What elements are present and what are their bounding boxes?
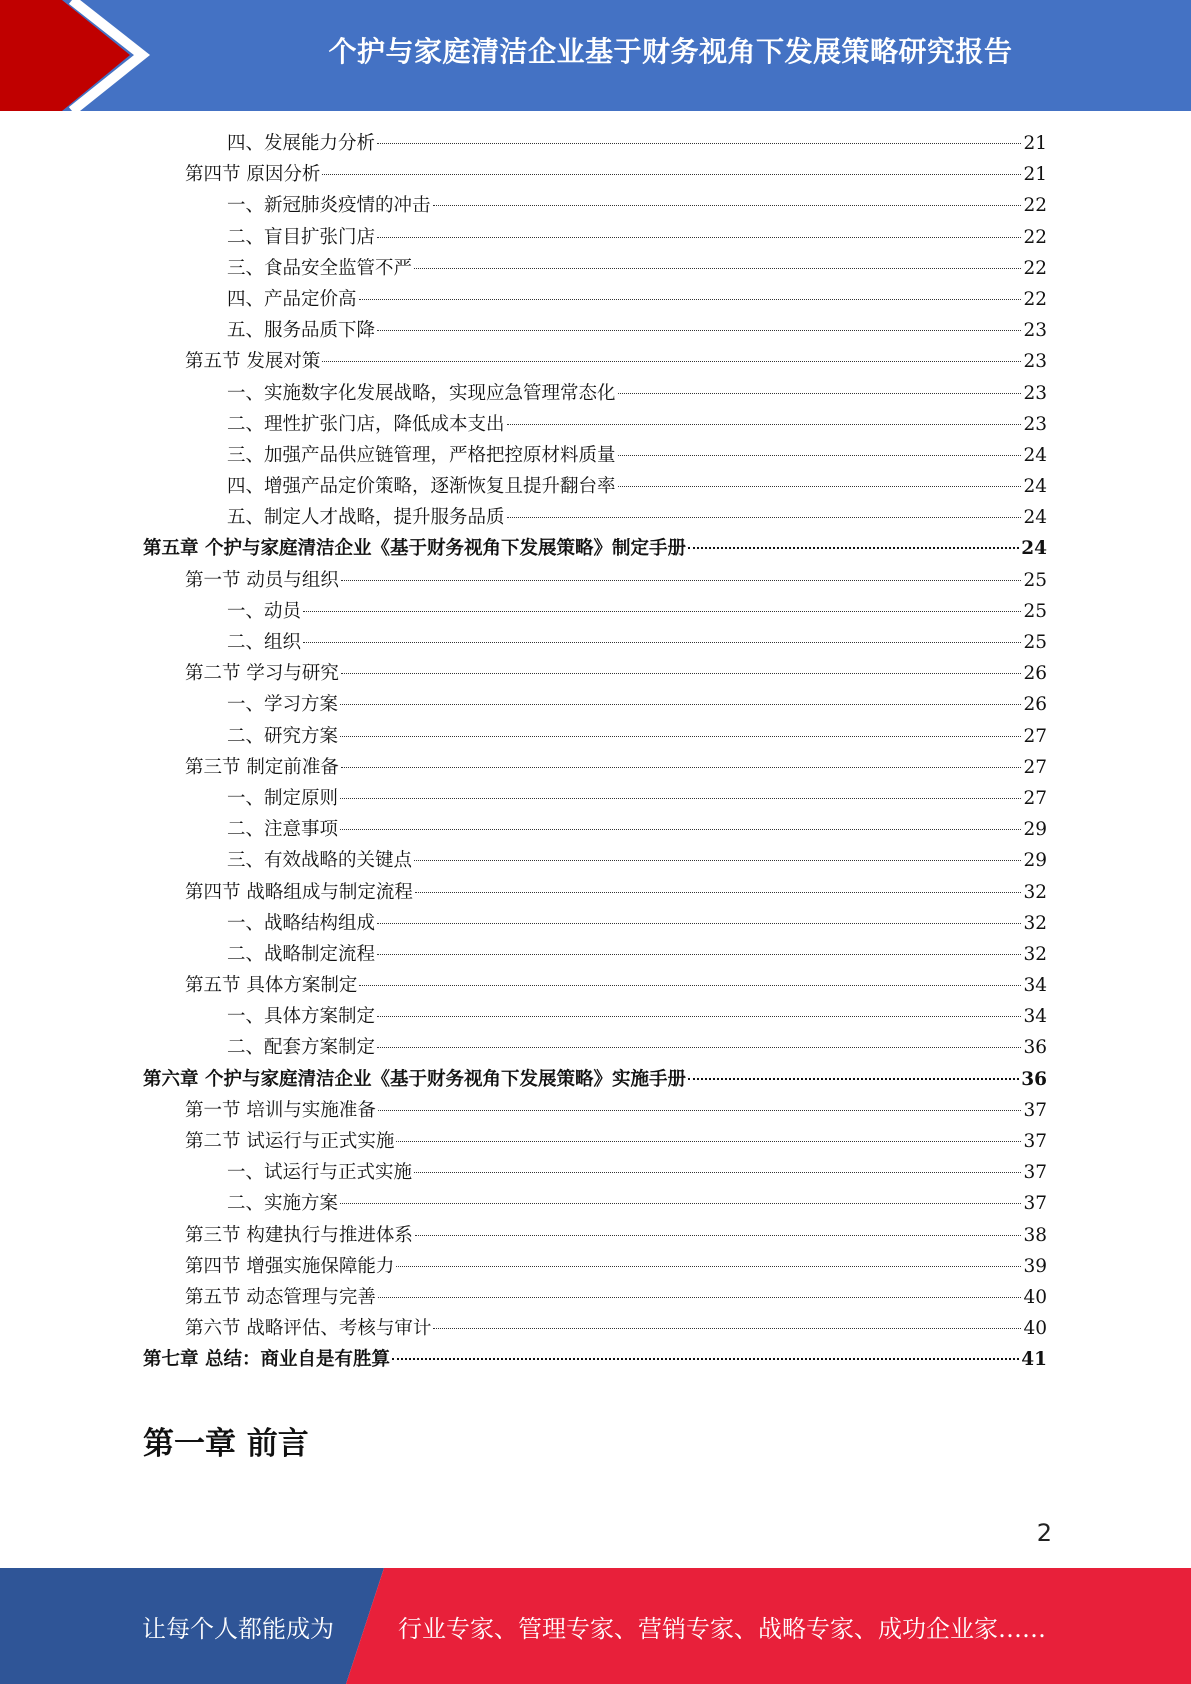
toc-entry-title: 第一节 动员与组织: [185, 569, 339, 591]
toc-entry-title: 第五章 个护与家庭清洁企业《基于财务视角下发展策略》制定手册: [143, 538, 686, 560]
toc-entry[interactable]: [143, 752, 1047, 783]
toc-dot-leader: [378, 1110, 1022, 1111]
toc-entry-title: 第四节 增强实施保障能力: [185, 1255, 395, 1277]
toc-entry-page: 29: [1023, 850, 1047, 872]
toc-entry[interactable]: [143, 471, 1047, 502]
toc-entry-page: 25: [1023, 569, 1047, 591]
toc-entry-page: 21: [1023, 164, 1047, 186]
toc-dot-leader: [377, 237, 1021, 238]
toc-entry-title: 一、战略结构组成: [227, 912, 376, 934]
toc-dot-leader: [340, 704, 1021, 705]
toc-entry-page: 40: [1023, 1318, 1047, 1340]
toc-dot-leader: [377, 1016, 1021, 1017]
toc-entry[interactable]: [143, 1157, 1047, 1188]
toc-entry-page: 26: [1023, 694, 1047, 716]
toc-dot-leader: [377, 1047, 1021, 1048]
toc-dot-leader: [377, 143, 1021, 144]
toc-entry-page: 29: [1023, 819, 1047, 841]
toc-entry-title: 一、试运行与正式实施: [227, 1162, 413, 1184]
toc-entry-page: 24: [1023, 444, 1047, 466]
toc-entry-title: 一、制定原则: [227, 787, 339, 809]
toc-entry[interactable]: [143, 658, 1047, 689]
toc-entry-page: 32: [1023, 943, 1047, 965]
toc-dot-leader: [414, 1172, 1021, 1173]
toc-entry[interactable]: [143, 565, 1047, 596]
toc-entry[interactable]: [143, 877, 1047, 908]
page-header: [0, 0, 1191, 111]
toc-dot-leader: [433, 1328, 1021, 1329]
toc-entry-page: 34: [1023, 1006, 1047, 1028]
toc-dot-leader: [688, 547, 1019, 549]
toc-entry-title: 第四节 原因分析: [185, 164, 321, 186]
toc-dot-leader: [507, 517, 1022, 518]
chapter-heading: 第一章 前言: [143, 1426, 309, 1462]
toc-dot-leader: [341, 580, 1022, 581]
toc-entry-title: 二、实施方案: [227, 1193, 339, 1215]
toc-entry-title: 二、研究方案: [227, 725, 339, 747]
toc-entry-title: 第三节 构建执行与推进体系: [185, 1224, 413, 1246]
toc-entry-title: 四、增强产品定价策略，逐渐恢复且提升翻台率: [227, 476, 616, 498]
toc-entry-title: 三、食品安全监管不严: [227, 257, 413, 279]
toc-entry-title: 三、有效战略的关键点: [227, 850, 413, 872]
toc-entry-page: 34: [1023, 975, 1047, 997]
toc-entry[interactable]: [143, 689, 1047, 720]
toc-entry[interactable]: [143, 315, 1047, 346]
toc-entry[interactable]: [143, 1188, 1047, 1219]
toc-dot-leader: [340, 798, 1021, 799]
toc-entry-page: 23: [1023, 320, 1047, 342]
toc-dot-leader: [340, 829, 1021, 830]
toc-dot-leader: [340, 1203, 1021, 1204]
toc-entry[interactable]: [143, 1220, 1047, 1251]
toc-entry[interactable]: [143, 222, 1047, 253]
toc-entry[interactable]: [143, 596, 1047, 627]
toc-entry[interactable]: [143, 1344, 1047, 1375]
toc-entry-page: 27: [1023, 725, 1047, 747]
toc-entry[interactable]: [143, 159, 1047, 190]
toc-entry[interactable]: [143, 440, 1047, 471]
toc-dot-leader: [392, 1358, 1019, 1360]
toc-entry-page: 24: [1023, 507, 1047, 529]
toc-dot-leader: [359, 985, 1021, 986]
toc-entry[interactable]: [143, 1251, 1047, 1282]
toc-entry-page: 25: [1023, 600, 1047, 622]
toc-dot-leader: [618, 393, 1022, 394]
toc-entry-page: 27: [1023, 787, 1047, 809]
toc-entry[interactable]: [143, 783, 1047, 814]
toc-entry-page: 22: [1023, 226, 1047, 248]
toc-dot-leader: [359, 299, 1022, 300]
toc-entry-page: 37: [1023, 1162, 1047, 1184]
toc-entry-page: 32: [1023, 881, 1047, 903]
toc-entry-title: 一、实施数字化发展战略，实现应急管理常态化: [227, 382, 616, 404]
toc-entry-page: 38: [1023, 1224, 1047, 1246]
toc-entry-page: 24: [1023, 476, 1047, 498]
toc-entry-title: 第二节 试运行与正式实施: [185, 1131, 395, 1152]
toc-dot-leader: [618, 486, 1022, 487]
toc-entry[interactable]: [143, 253, 1047, 284]
toc-entry-page: 23: [1023, 351, 1047, 373]
toc-dot-leader: [341, 673, 1022, 674]
toc-entry-page: 37: [1023, 1193, 1047, 1215]
toc-entry[interactable]: [143, 284, 1047, 315]
toc-entry[interactable]: [143, 721, 1047, 752]
toc-entry-page: 37: [1023, 1131, 1047, 1152]
toc-dot-leader: [433, 205, 1022, 206]
toc-entry[interactable]: [143, 1282, 1047, 1313]
toc-dot-leader: [322, 361, 1021, 362]
toc-entry-title: 一、具体方案制定: [227, 1006, 376, 1028]
toc-entry-page: 40: [1023, 1286, 1047, 1308]
toc-entry-title: 一、学习方案: [227, 694, 339, 716]
toc-entry-page: 39: [1023, 1255, 1047, 1277]
toc-entry-title: 四、产品定价高: [227, 288, 357, 310]
toc-entry[interactable]: [143, 378, 1047, 409]
toc-entry-page: 23: [1023, 382, 1047, 404]
toc-entry-page: 21: [1023, 133, 1047, 154]
toc-entry[interactable]: [143, 627, 1047, 658]
toc-entry[interactable]: [143, 970, 1047, 1001]
toc-entry-title: 三、加强产品供应链管理，严格把控原材料质量: [227, 444, 616, 466]
page-number: 2: [1036, 1519, 1052, 1547]
toc-entry-page: 36: [1021, 1068, 1047, 1090]
toc-entry-page: 32: [1023, 912, 1047, 934]
toc-entry[interactable]: [143, 1313, 1047, 1344]
toc-entry-title: 第六节 战略评估、考核与审计: [185, 1318, 432, 1340]
toc-dot-leader: [377, 954, 1021, 955]
toc-entry-title: 二、盲目扩张门店: [227, 226, 376, 248]
toc-entry[interactable]: [143, 1001, 1047, 1032]
toc-entry-title: 第一节 培训与实施准备: [185, 1099, 376, 1121]
toc-dot-leader: [415, 1235, 1022, 1236]
toc-entry[interactable]: [143, 533, 1047, 564]
report-title: 个护与家庭清洁企业基于财务视角下发展策略研究报告: [328, 35, 1013, 68]
toc-entry-page: 37: [1023, 1099, 1047, 1121]
toc-entry-page: 23: [1023, 413, 1047, 435]
toc-entry-page: 25: [1023, 632, 1047, 653]
toc-entry-page: 36: [1023, 1037, 1047, 1059]
toc-dot-leader: [322, 174, 1021, 175]
table-of-contents: [143, 128, 1047, 1376]
toc-entry-title: 第五节 发展对策: [185, 351, 321, 373]
toc-entry-title: 第七章 总结：商业自是有胜算: [143, 1349, 390, 1371]
toc-entry-title: 二、理性扩张门店，降低成本支出: [227, 413, 505, 435]
toc-entry-title: 第六章 个护与家庭清洁企业《基于财务视角下发展策略》实施手册: [143, 1068, 686, 1090]
toc-dot-leader: [303, 642, 1021, 643]
toc-dot-leader: [340, 736, 1021, 737]
toc-dot-leader: [303, 611, 1021, 612]
toc-dot-leader: [507, 424, 1022, 425]
toc-entry-title: 第五节 动态管理与完善: [185, 1286, 376, 1308]
toc-dot-leader: [414, 860, 1021, 861]
toc-entry[interactable]: [143, 908, 1047, 939]
toc-entry-title: 第五节 具体方案制定: [185, 975, 358, 997]
toc-dot-leader: [377, 330, 1021, 331]
toc-dot-leader: [378, 1297, 1022, 1298]
toc-entry-title: 第三节 制定前准备: [185, 756, 339, 778]
toc-dot-leader: [396, 1266, 1021, 1267]
toc-entry[interactable]: [143, 1126, 1047, 1157]
toc-entry-title: 五、制定人才战略，提升服务品质: [227, 507, 505, 529]
toc-entry[interactable]: [143, 1032, 1047, 1063]
toc-dot-leader: [414, 268, 1021, 269]
toc-entry-title: 二、战略制定流程: [227, 943, 376, 965]
toc-dot-leader: [396, 1141, 1021, 1142]
toc-entry[interactable]: [143, 128, 1047, 159]
toc-entry-page: 22: [1023, 257, 1047, 279]
toc-entry-page: 24: [1021, 538, 1047, 560]
footer-slogan-right: 行业专家、管理专家、营销专家、战略专家、成功企业家……: [398, 1614, 1046, 1643]
toc-entry-page: 22: [1023, 195, 1047, 217]
toc-entry[interactable]: [143, 346, 1047, 377]
toc-dot-leader: [415, 892, 1022, 893]
toc-entry[interactable]: [143, 845, 1047, 876]
toc-entry-page: 41: [1021, 1349, 1047, 1371]
toc-entry-page: 22: [1023, 288, 1047, 310]
toc-entry[interactable]: [143, 939, 1047, 970]
page-footer: [0, 1568, 1191, 1684]
toc-dot-leader: [688, 1078, 1019, 1080]
toc-entry[interactable]: [143, 1095, 1047, 1126]
toc-entry[interactable]: [143, 190, 1047, 221]
footer-slogan-left: 让每个人都能成为: [142, 1614, 334, 1643]
toc-entry[interactable]: [143, 1064, 1047, 1095]
toc-entry[interactable]: [143, 409, 1047, 440]
toc-entry-title: 第四节 战略组成与制定流程: [185, 881, 413, 903]
toc-entry-title: 二、组织: [227, 632, 302, 653]
toc-entry-title: 二、注意事项: [227, 819, 339, 841]
toc-entry[interactable]: [143, 814, 1047, 845]
toc-entry-page: 27: [1023, 756, 1047, 778]
toc-dot-leader: [377, 923, 1021, 924]
toc-entry-title: 五、服务品质下降: [227, 320, 376, 342]
toc-entry-title: 四、发展能力分析: [227, 133, 376, 154]
toc-entry-title: 第二节 学习与研究: [185, 663, 339, 685]
toc-entry-title: 二、配套方案制定: [227, 1037, 376, 1059]
toc-entry-page: 26: [1023, 663, 1047, 685]
toc-dot-leader: [618, 455, 1022, 456]
toc-entry-title: 一、新冠肺炎疫情的冲击: [227, 195, 431, 217]
toc-dot-leader: [341, 767, 1022, 768]
toc-entry-title: 一、动员: [227, 600, 302, 622]
toc-entry[interactable]: [143, 502, 1047, 533]
